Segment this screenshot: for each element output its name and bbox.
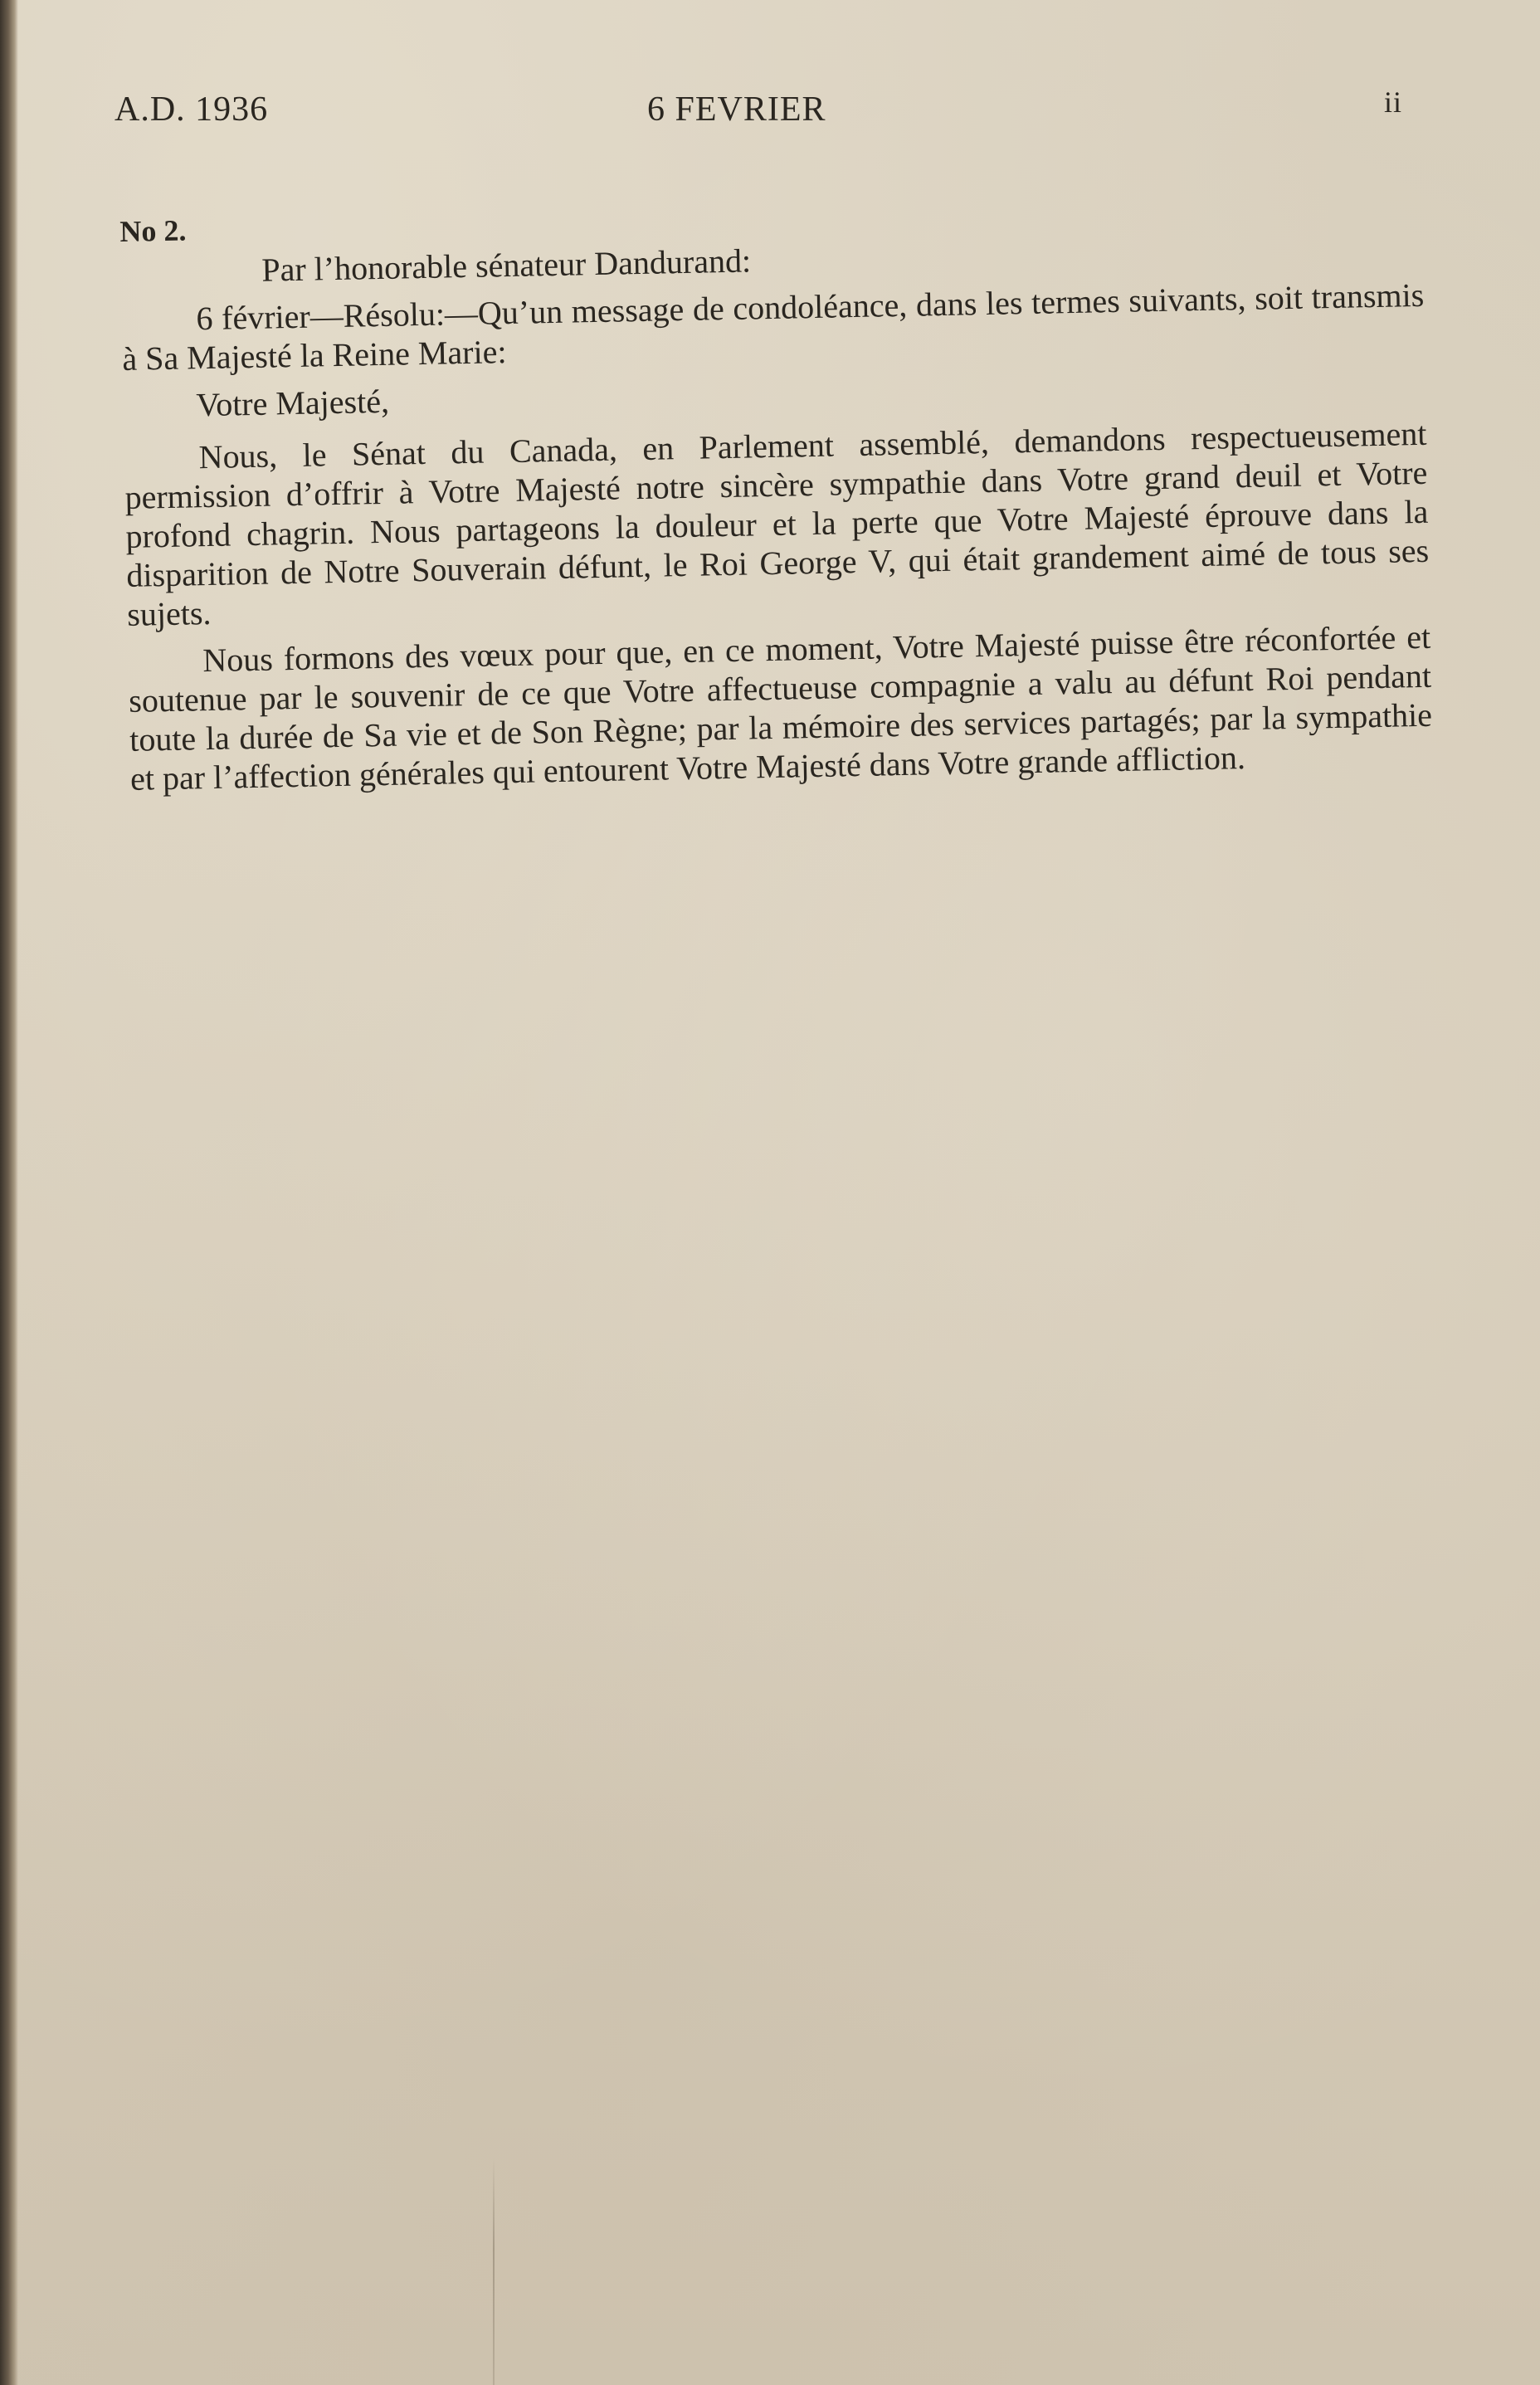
page-number: ii (1384, 85, 1403, 119)
binding-edge (0, 0, 18, 2385)
header-year: A.D. 1936 (115, 90, 269, 129)
resolution-paragraph: 6 février—Résolu:—Qu’un message de condoléance, dans les termes suivants, soit transmis à Sa Majesté la Reine Marie: (121, 276, 1425, 378)
header-date: 6 FEVRIER (647, 90, 826, 129)
running-head (0, 85, 1540, 139)
mover-line: Par l’honorable sénateur Dandurand: (261, 241, 752, 289)
paper-fold (493, 2158, 495, 2385)
message-paragraph-2: Nous formons des vœux pour que, en ce moment, Votre Majesté puisse être réconfortée et soutenue par le souvenir de ce que Votre affectueuse compagnie a valu au défunt Roi pendant toute la durée de Sa vie et de Son Règne; par la mémoire des services partagés; par la sympathie et par l’affection générales qui entourent Votre Majesté dans Votre grande affliction. (128, 617, 1433, 797)
document-body (119, 188, 1433, 807)
message-paragraph-1: Nous, le Sénat du Canada, en Parlement assemblé, demandons respectueusement permission d’offrir à Votre Majesté notre sincère sympathie dans Votre grand deuil et Votre profond chagrin. Nous partageons la douleur et la perte que Votre Majesté éprouve dans la disparition de Notre Souverain défunt, le Roi George V, qui était grandement aimé de tous ses sujets. (124, 414, 1430, 633)
item-number: No 2. (119, 213, 187, 248)
salutation: Votre Majesté, (196, 382, 390, 424)
